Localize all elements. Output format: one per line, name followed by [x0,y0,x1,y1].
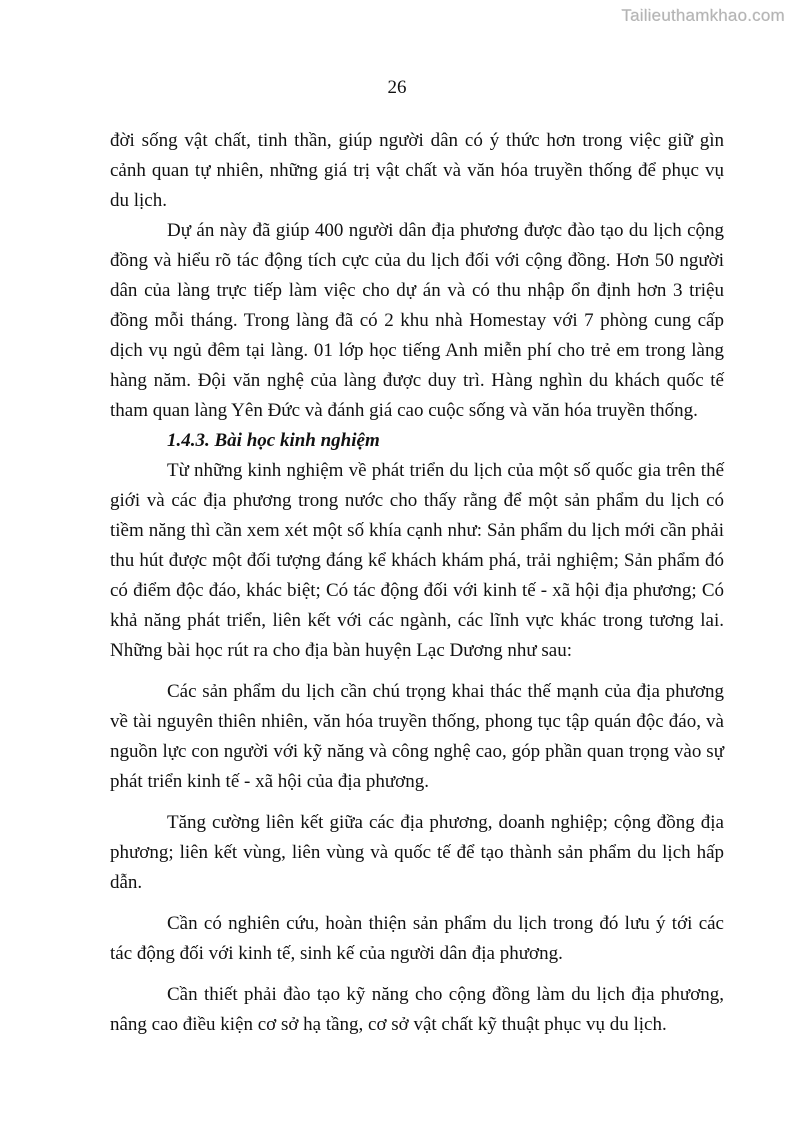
paragraph-lesson-2: Tăng cường liên kết giữa các địa phương, doanh nghiệp; cộng đồng địa phương; liên kết vùng, liên vùng và quốc tế để tạo thành sản phẩm du lịch hấp dẫn. [110,812,724,893]
watermark: Tailieuthamkhao.com [621,6,785,25]
paragraph-experience-summary: Từ những kinh nghiệm về phát triển du lịch của một số quốc gia trên thế giới và các địa phương trong nước cho thấy rằng để một sản phẩm du lịch có tiềm năng thì cần xem xét một số khía cạnh như: Sản phẩm du lịch mới cần phải thu hút được một đối tượng đáng kể khách khám phá, trải nghiệm; Sản phẩm đó có điểm độc đáo, khác biệt; Có tác động đối với kinh tế - xã hội địa phương; Có khả năng phát triển, liên kết với các ngành, các lĩnh vực khác trong tương lai. Những bài học rút ra cho địa bàn huyện Lạc Dương như sau: [110,460,724,661]
paragraph-continuation: đời sống vật chất, tinh thần, giúp người dân có ý thức hơn trong việc giữ gìn cảnh quan tự nhiên, những giá trị vật chất và văn hóa truyền thống để phục vụ du lịch. [110,130,724,211]
section-heading-1-4-3: 1.4.3. Bài học kinh nghiệm [167,430,380,451]
document-body [110,126,724,1040]
paragraph-lesson-3: Cần có nghiên cứu, hoàn thiện sản phẩm du lịch trong đó lưu ý tới các tác động đối với kinh tế, sinh kế của người dân địa phương. [110,913,724,964]
paragraph-lesson-1: Các sản phẩm du lịch cần chú trọng khai thác thế mạnh của địa phương về tài nguyên thiên nhiên, văn hóa truyền thống, phong tục tập quán độc đáo, và nguồn lực con người với kỹ năng và công nghệ cao, góp phần quan trọng vào sự phát triển kinh tế - xã hội của địa phương. [110,681,724,792]
paragraph-project-results: Dự án này đã giúp 400 người dân địa phương được đào tạo du lịch cộng đồng và hiểu rõ tác động tích cực của du lịch đối với cộng đồng. Hơn 50 người dân của làng trực tiếp làm việc cho dự án và có thu nhập ổn định hơn 3 triệu đồng mỗi tháng. Trong làng đã có 2 khu nhà Homestay với 7 phòng cung cấp dịch vụ ngủ đêm tại làng. 01 lớp học tiếng Anh miễn phí cho trẻ em trong làng hàng năm. Đội văn nghệ của làng được duy trì. Hàng nghìn du khách quốc tế tham quan làng Yên Đức và đánh giá cao cuộc sống và văn hóa truyền thống. [110,220,724,421]
page-number: 26 [387,77,407,98]
paragraph-lesson-4: Cần thiết phải đào tạo kỹ năng cho cộng đồng làm du lịch địa phương, nâng cao điều kiện cơ sở hạ tầng, cơ sở vật chất kỹ thuật phục vụ du lịch. [110,984,724,1035]
